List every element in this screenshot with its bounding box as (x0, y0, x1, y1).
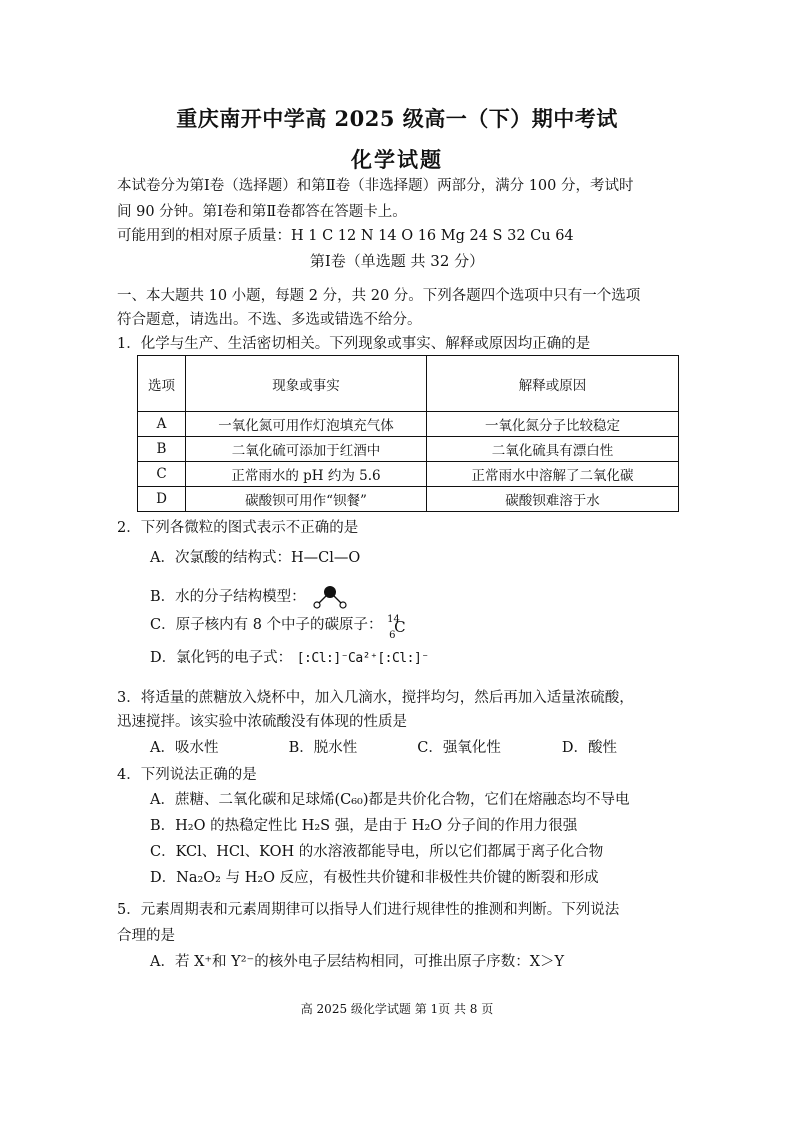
element-symbol: C (394, 618, 406, 636)
table-header-row (138, 356, 679, 412)
part1-heading: 第Ⅰ卷（单选题 共 32 分） (309, 252, 485, 270)
q5-option-a: A．若 X⁺和 Y²⁻的核外电子层结构相同，可推出原子序数：X＞Y (150, 954, 565, 970)
q4-option-b: B．H₂O 的热稳定性比 H₂S 强，是由于 H₂O 分子间的作用力很强 (150, 818, 578, 834)
q3-stem-line-1: 3．将适量的蔗糖放入烧杯中，加入几滴水，搅拌均匀，然后再加入适量浓硫酸， (117, 690, 634, 706)
table-cell: 一氧化氮可用作灯泡填充气体 (186, 412, 427, 437)
q4-option-a: A．蔗糖、二氧化碳和足球烯(C₆₀)都是共价化合物，它们在熔融态均不导电 (150, 792, 630, 808)
q3-option-a: A．吸水性 (150, 740, 219, 756)
q3-option-d: D．酸性 (561, 740, 617, 756)
intro-line-1: 本试卷分为第Ⅰ卷（选择题）和第Ⅱ卷（非选择题）两部分，满分 100 分，考试时 (117, 178, 634, 194)
table-cell: 二氧化硫可添加于红酒中 (186, 437, 427, 462)
page-footer: 高 2025 级化学试题 第 1页 共 8 页 (300, 1002, 494, 1016)
q3-option-b: B．脱水性 (288, 740, 358, 756)
q2-option-d (150, 648, 429, 669)
q3-stem-line-2: 迅速搅拌。该实验中浓硫酸没有体现的性质是 (117, 714, 407, 730)
section-instruction-1: 一、本大题共 10 小题，每题 2 分，共 20 分。下列各题四个选项中只有一个选项 (117, 288, 641, 304)
q2-option-b (150, 584, 350, 610)
table-header-cell: 选项 (138, 356, 186, 412)
table-cell: 二氧化硫具有漂白性 (427, 437, 679, 462)
q2-option-c (150, 614, 406, 641)
q4-option-c: C．KCl、HCl、KOH 的水溶液都能导电，所以它们都属于离子化合物 (150, 844, 604, 860)
q2-option-c-text: C．原子核内有 8 个中子的碳原子： (150, 617, 383, 633)
q1-table (137, 355, 679, 512)
table-cell: 正常雨水的 pH 约为 5.6 (186, 462, 427, 487)
q3-option-c: C．强氧化性 (417, 740, 501, 756)
table-row (138, 462, 679, 487)
mass-number: 14 (387, 614, 400, 625)
table-cell: 碳酸钡难溶于水 (427, 487, 679, 512)
q2-option-a: A．次氯酸的结构式：H—Cl—O (150, 550, 361, 566)
table-cell: B (138, 437, 186, 462)
q1-stem: 1．化学与生产、生活密切相关。下列现象或事实、解释或原因均正确的是 (117, 336, 591, 352)
table-row (138, 412, 679, 437)
atomic-mass-line: 可能用到的相对原子质量：H 1 C 12 N 14 O 16 Mg 24 S 32 Cu 64 (117, 228, 574, 244)
table-cell: 正常雨水中溶解了二氧化碳 (427, 462, 679, 487)
atomic-number: 6 (389, 630, 396, 641)
carbon-14-nuclide (387, 614, 406, 641)
table-cell: D (138, 487, 186, 512)
water-molecule-model-icon (310, 584, 350, 610)
table-header-cell: 现象或事实 (186, 356, 427, 412)
q4-option-d: D．Na₂O₂ 与 H₂O 反应，有极性共价键和非极性共价键的断裂和形成 (150, 870, 599, 886)
table-cell: 碳酸钡可用作“钡餐” (186, 487, 427, 512)
table-header-cell: 解释或原因 (427, 356, 679, 412)
q5-stem-line-2: 合理的是 (117, 928, 175, 944)
table-cell: C (138, 462, 186, 487)
q5-stem-line-1: 5．元素周期表和元素周期律可以指导人们进行规律性的推测和判断。下列说法 (117, 902, 620, 918)
q3-options (150, 738, 617, 758)
q2-option-d-text: D．氯化钙的电子式： (150, 650, 293, 666)
intro-line-2: 间 90 分钟。第Ⅰ卷和第Ⅱ卷都答在答题卡上。 (117, 204, 407, 220)
table-cell: 一氧化氮分子比较稳定 (427, 412, 679, 437)
section-instruction-2: 符合题意，请选出。不选、多选或错选不给分。 (117, 312, 422, 328)
q2-option-b-text: B．水的分子结构模型： (150, 589, 306, 605)
q4-stem: 4．下列说法正确的是 (117, 767, 257, 783)
exam-title: 重庆南开中学高 2025 级高一（下）期中考试 (176, 106, 618, 131)
electron-dot-formula: [:Cl:]⁻Ca²⁺[:Cl:]⁻ (296, 651, 429, 666)
table-row (138, 487, 679, 512)
exam-subtitle: 化学试题 (351, 147, 443, 172)
q2-stem: 2．下列各微粒的图式表示不正确的是 (117, 520, 359, 536)
table-cell: A (138, 412, 186, 437)
table-row (138, 437, 679, 462)
